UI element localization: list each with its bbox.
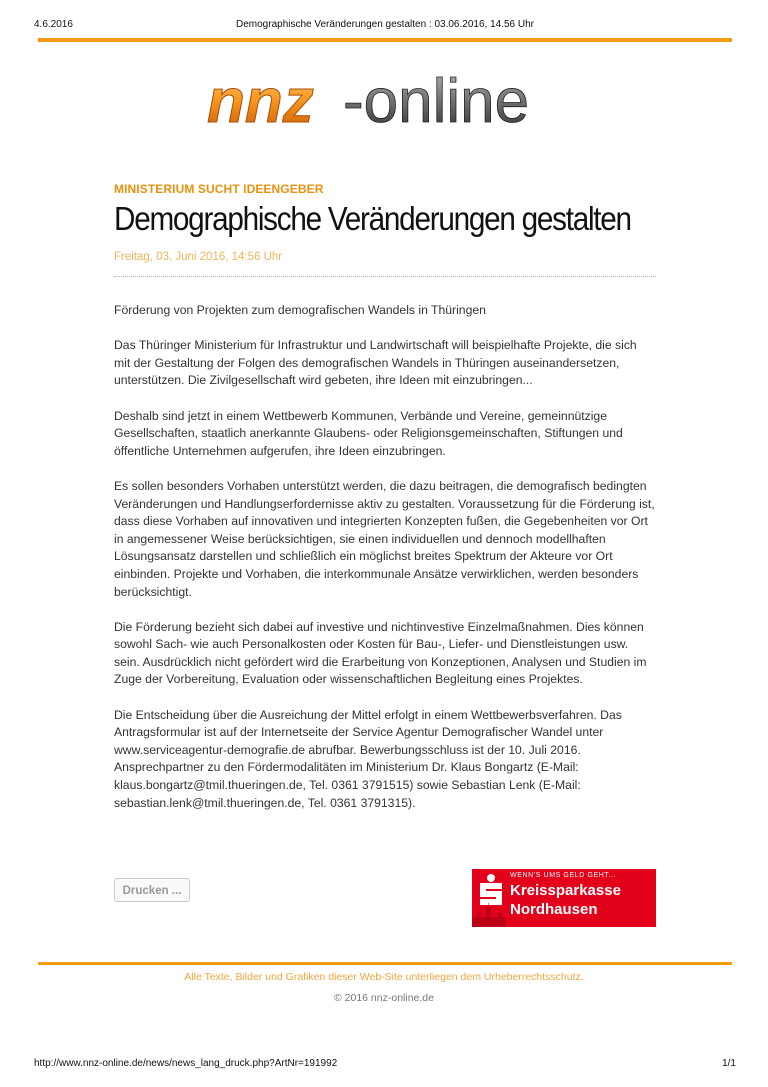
sparkasse-s-icon	[477, 873, 505, 907]
dotted-divider	[114, 276, 656, 277]
article-paragraph: Förderung von Projekten zum demografischen Wandels in Thüringen	[114, 303, 486, 317]
page-count: 1/1	[722, 1058, 736, 1069]
print-doc-title: Demographische Veränderungen gestalten : 03.06.2016, 14.56 Uhr	[236, 19, 534, 30]
print-header	[34, 19, 736, 33]
logo-part-nnz: nnz	[207, 67, 314, 136]
ad-banner-kreissparkasse[interactable]	[472, 869, 656, 927]
article-paragraph: Das Thüringer Ministerium für Infrastruktur und Landwirtschaft will beispielhafte Projekte, die sich mit der Gestaltung der Folgen des demografischen Wandels in Thüringen auseinandersetzen, unterstützen. Die Zivilgesellschaft wird gebeten, ihre Ideen mit einzubringen...	[114, 338, 637, 388]
ad-bank-city: Nordhausen	[510, 901, 598, 918]
print-footer	[34, 1058, 736, 1072]
copyright-line: © 2016 nnz-online.de	[334, 992, 434, 1004]
print-url: http://www.nnz-online.de/news/news_lang_druck.php?ArtNr=191992	[34, 1058, 338, 1069]
ad-bank-name: Kreissparkasse	[510, 882, 621, 899]
logo-part-online: -online	[343, 67, 530, 136]
ad-tagline: WENN'S UMS GELD GEHT...	[510, 872, 617, 879]
article-headline: Demographische Veränderungen gestalten	[114, 200, 631, 237]
article-kicker: MINISTERIUM SUCHT IDEENGEBER	[114, 182, 324, 196]
article-paragraph: Die Entscheidung über die Ausreichung der Mittel erfolgt in einem Wettbewerbsverfahren. Das Antragsformular ist auf der Internetseite der Service Agentur Demografischer Wandel unter www.serviceagentur-demografie.de abrufbar. Bewerbungsschluss ist der 10. Juli 2016. Ansprechpartner zu den Fördermodalitäten im Ministerium Dr. Klaus Bongartz (E-Mail: klaus.bongartz@tmil.thueringen.de, Tel. 0361 3791515) sowie Sebastian Lenk (E-Mail: sebastian.lenk@tmil.thueringen.de, Tel. 0361 3791315).	[114, 707, 622, 810]
copyright-notice: Alle Texte, Bilder und Grafiken dieser Web-Site unterliegen dem Urheberrechtsschutz.	[184, 971, 584, 983]
article-dateline: Freitag, 03. Juni 2016, 14:56 Uhr	[114, 251, 283, 263]
header-rule	[38, 38, 732, 42]
skyline-graphic	[472, 903, 656, 927]
footer-rule	[38, 962, 732, 965]
site-logo[interactable]	[205, 60, 565, 136]
article-body	[114, 302, 656, 830]
article-paragraph: Deshalb sind jetzt in einem Wettbewerb Kommunen, Verbände und Vereine, gemeinnützige Gesellschaften, staatlich anerkannte Glaubens- oder Religionsgemeinschaften, Stiftungen und öffentliche Unternehmen aufgerufen, ihre Ideen einzubringen.	[114, 408, 623, 458]
article-paragraph: Die Förderung bezieht sich dabei auf investive und nichtinvestive Einzelmaßnahmen. Dies können sowohl Sach- wie auch Personalkosten oder Kosten für Bau-, Liefer- und Dienstleistungen usw. sein. Ausdrücklich nicht gefördert wird die Erarbeitung von Konzeptionen, Analysen und Studien im Zuge der Vorbereitung, Evaluation oder wissenschaftlichen Begleitung eines Projektes.	[114, 619, 647, 687]
article-paragraph: Es sollen besonders Vorhaben unterstützt werden, die dazu beitragen, die demografisch bedingten Veränderungen und Handlungserfordernisse aktiv zu gestalten. Voraussetzung für die Förderung ist, dass diese Vorhaben auf innovativen und integrierten Konzepten fußen, die Gegebenheiten vor Ort in angemessener Weise berücksichtigen, sie einen individuellen und dennoch modellhaften Lösungsansatz darstellen und schließlich ein möglichst breites Spektrum der Akteure vor Ort einbinden. Projekte und Vorhaben, die interkommunale Ansätze verwirklichen, werden besonders berücksichtigt.	[114, 478, 655, 599]
print-button[interactable]: Drucken ...	[114, 878, 190, 902]
print-date: 4.6.2016	[34, 19, 73, 30]
